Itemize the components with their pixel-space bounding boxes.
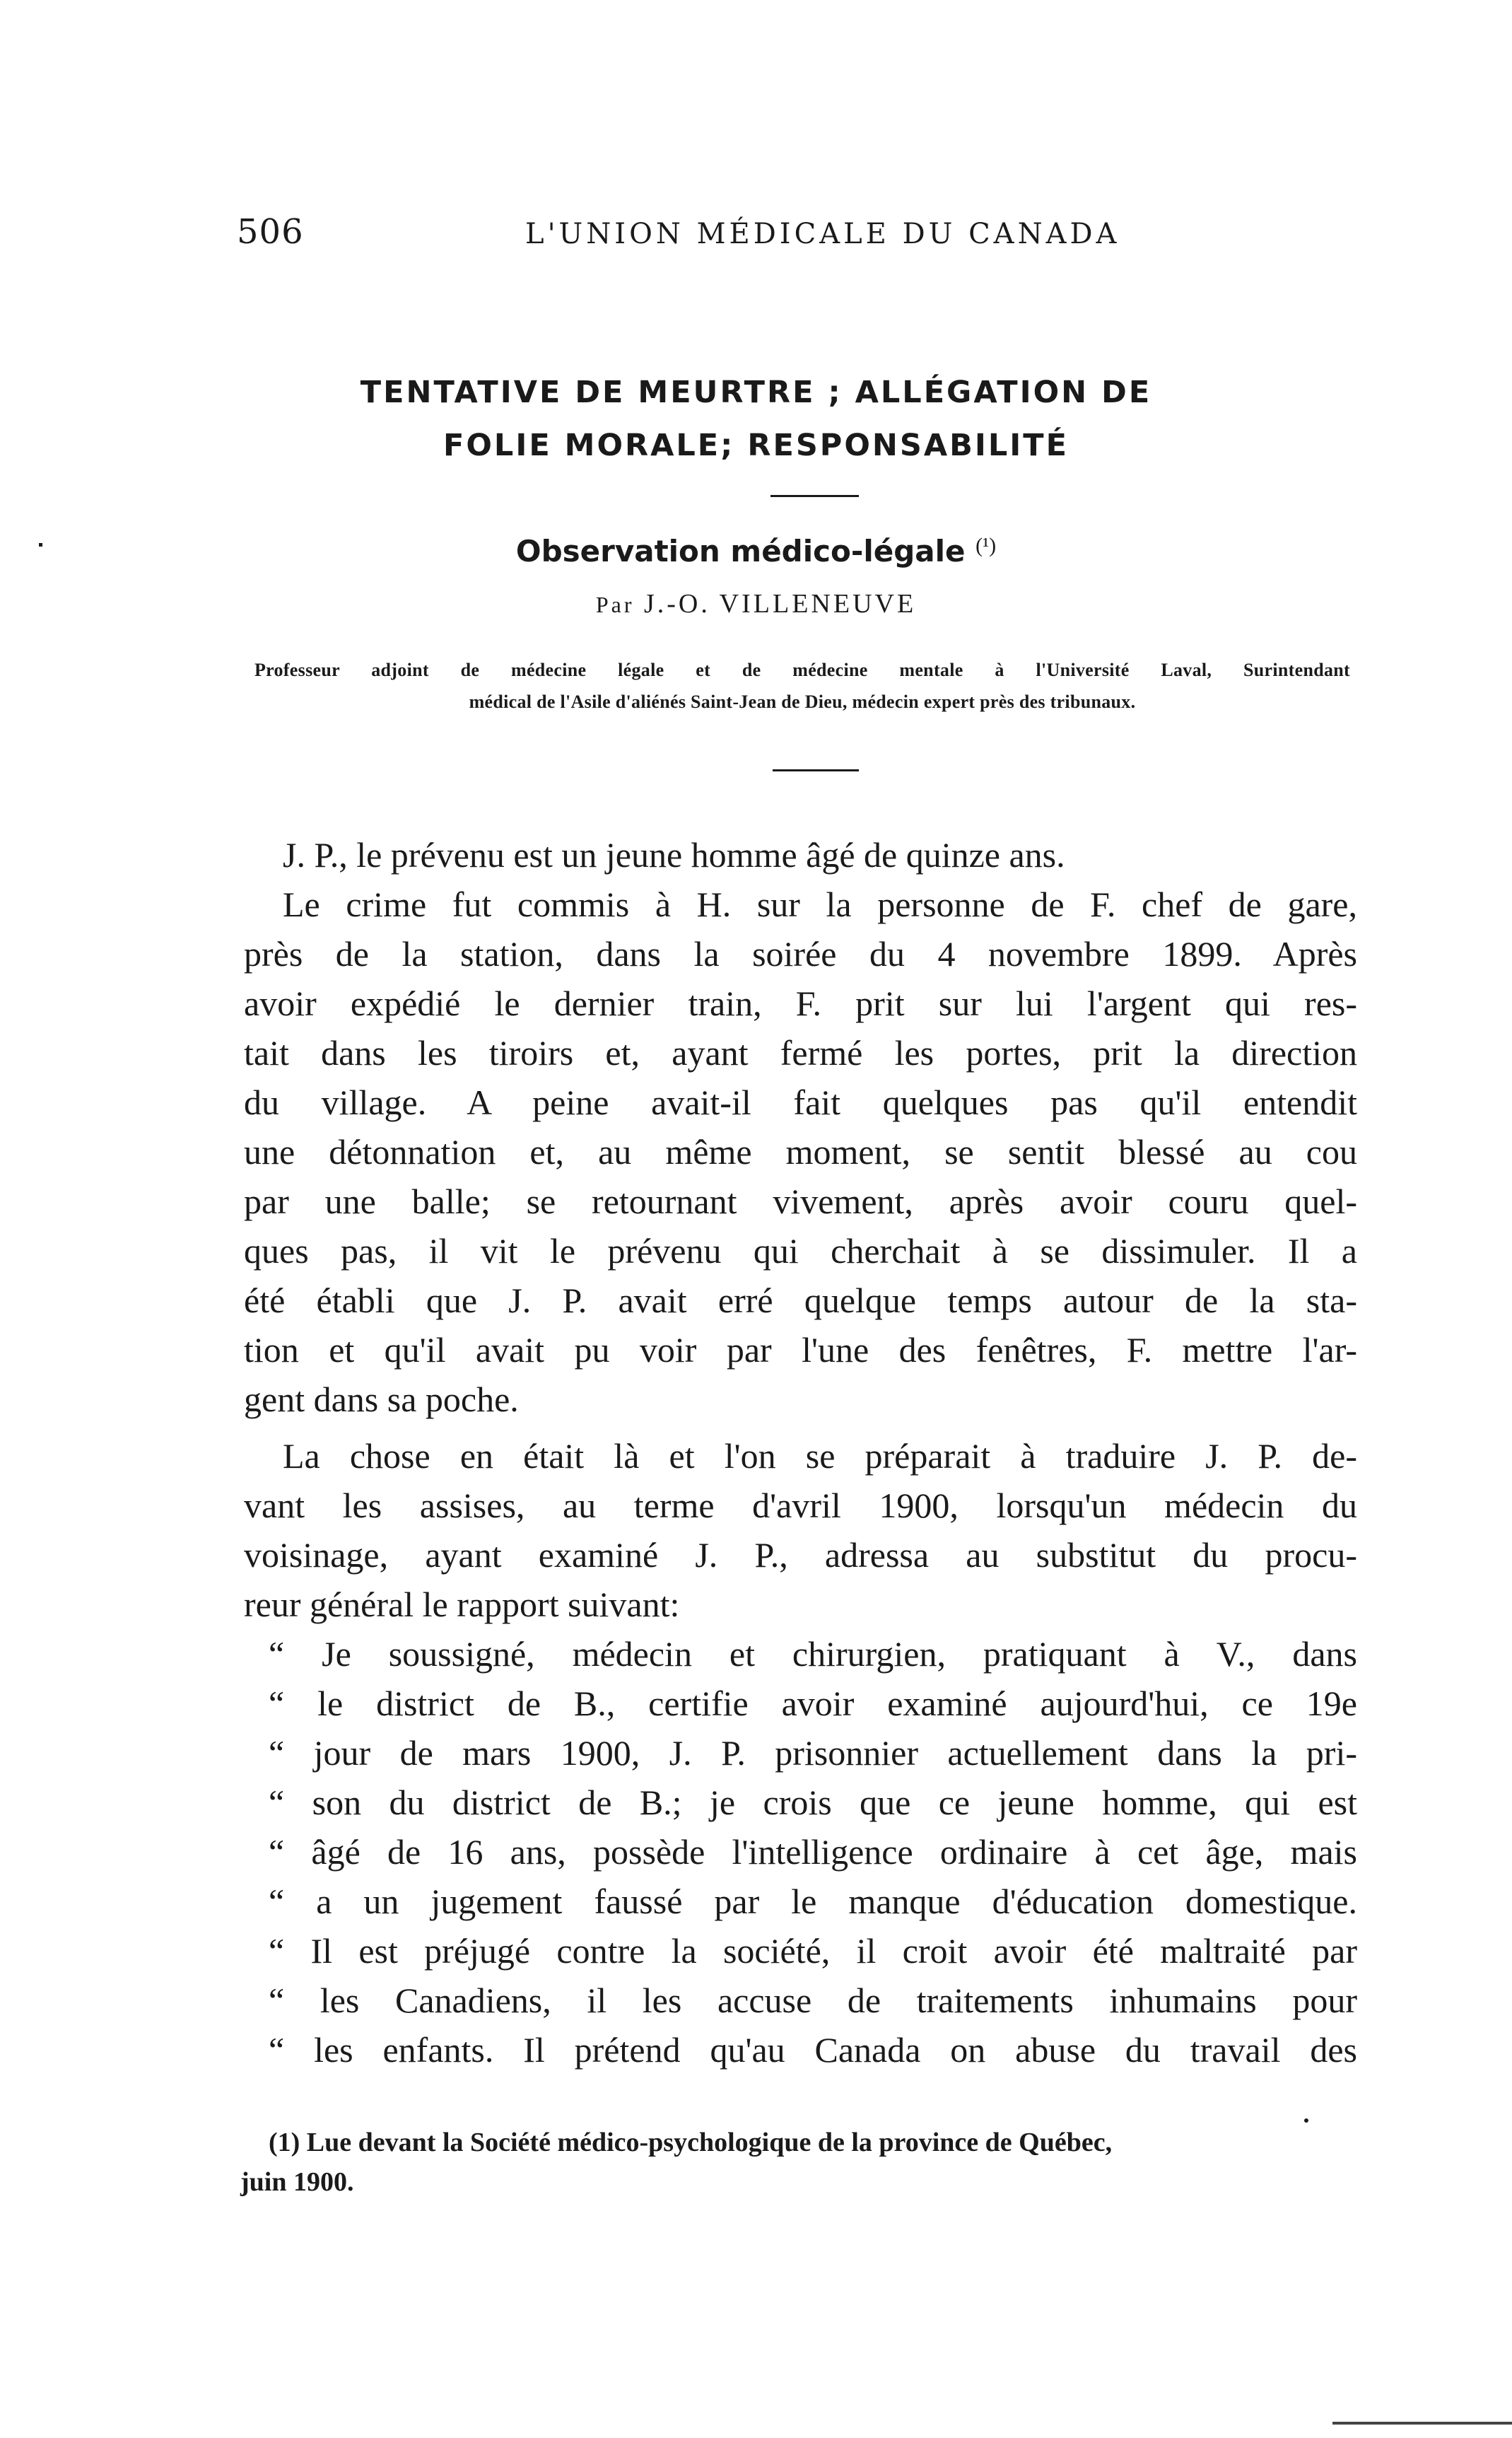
article-subtitle bbox=[0, 534, 1512, 568]
title-rule bbox=[770, 495, 859, 497]
body-line: vant les assises, au terme d'avril 1900, lorsqu'un médecin du bbox=[244, 1486, 1357, 1525]
running-head bbox=[237, 212, 1354, 255]
journal-title: L'UNION MÉDICALE DU CANADA bbox=[525, 218, 1120, 250]
body-line: Le crime fut commis à H. sur la personne de F. chef de gare, bbox=[283, 885, 1357, 924]
body-line: près de la station, dans la soirée du 4 novembre 1899. Après bbox=[244, 934, 1357, 974]
affiliation-line-1: Professeur adjoint de médecine légale et de médecine mentale à l'Université Laval, Surintendant bbox=[254, 660, 1350, 680]
page-edge-line bbox=[1332, 2422, 1512, 2425]
body-line: “ Il est préjugé contre la société, il croit avoir été maltraité par bbox=[269, 1931, 1357, 1971]
body-line: tion et qu'il avait pu voir par l'une des fenêtres, F. mettre l'ar- bbox=[244, 1330, 1357, 1370]
body-line: du village. A peine avait-il fait quelques pas qu'il entendit bbox=[244, 1083, 1357, 1122]
footnote-line-2: juin 1900. bbox=[240, 2167, 354, 2197]
scan-speck bbox=[1304, 2118, 1308, 2123]
body-line: “ le district de B., certifie avoir examiné aujourd'hui, ce 19e bbox=[269, 1684, 1357, 1723]
byline bbox=[0, 588, 1512, 619]
body-line: tait dans les tiroirs et, ayant fermé les portes, prit la direction bbox=[244, 1033, 1357, 1073]
body-line: “ Je soussigné, médecin et chirurgien, pratiquant à V., dans bbox=[269, 1634, 1357, 1674]
author-name: J.-O. VILLENEUVE bbox=[643, 589, 917, 619]
body-line: “ son du district de B.; je crois que ce jeune homme, qui est bbox=[269, 1783, 1357, 1822]
body-line: “ a un jugement faussé par le manque d'éducation domestique. bbox=[269, 1882, 1357, 1921]
affiliation-line-2: médical de l'Asile d'aliénés Saint-Jean de Dieu, médecin expert près des tribunaux. bbox=[469, 692, 1136, 712]
subtitle-text: Observation médico-légale bbox=[515, 534, 966, 568]
footnote-line-1: (1) Lue devant la Société médico-psychologique de la province de Québec, bbox=[269, 2128, 1113, 2157]
page-number: 506 bbox=[237, 212, 304, 252]
body-line: été établi que J. P. avait erré quelque temps autour de la sta- bbox=[244, 1281, 1357, 1320]
body-line: reur général le rapport suivant: bbox=[244, 1585, 680, 1624]
body-line: avoir expédié le dernier train, F. prit sur lui l'argent qui res- bbox=[244, 984, 1357, 1023]
body-line: ques pas, il vit le prévenu qui cherchait à se dissimuler. Il a bbox=[244, 1231, 1357, 1271]
scan-speck bbox=[39, 543, 42, 547]
body-line: par une balle; se retournant vivement, après avoir couru quel- bbox=[244, 1182, 1357, 1221]
body-line: “ les enfants. Il prétend qu'au Canada on abuse du travail des bbox=[269, 2030, 1357, 2070]
article-title-line-1: TENTATIVE DE MEURTRE ; ALLÉGATION DE bbox=[360, 375, 1152, 410]
byline-prefix: Par bbox=[595, 592, 635, 617]
body-line: gent dans sa poche. bbox=[244, 1380, 519, 1419]
body-line: La chose en était là et l'on se préparait à traduire J. P. de- bbox=[283, 1436, 1357, 1476]
body-line: voisinage, ayant examiné J. P., adressa au substitut du procu- bbox=[244, 1535, 1357, 1575]
footnote-reference: (¹) bbox=[975, 534, 997, 557]
body-line: “ les Canadiens, il les accuse de traitements inhumains pour bbox=[269, 1981, 1357, 2020]
body-line: une détonnation et, au même moment, se sentit blessé au cou bbox=[244, 1132, 1357, 1172]
body-line: J. P., le prévenu est un jeune homme âgé de quinze ans. bbox=[283, 835, 1065, 875]
body-line: “ âgé de 16 ans, possède l'intelligence ordinaire à cet âge, mais bbox=[269, 1832, 1357, 1872]
body-line: “ jour de mars 1900, J. P. prisonnier actuellement dans la pri- bbox=[269, 1733, 1357, 1773]
article-title-line-2: FOLIE MORALE; RESPONSABILITÉ bbox=[443, 428, 1069, 463]
byline-rule bbox=[773, 769, 859, 771]
